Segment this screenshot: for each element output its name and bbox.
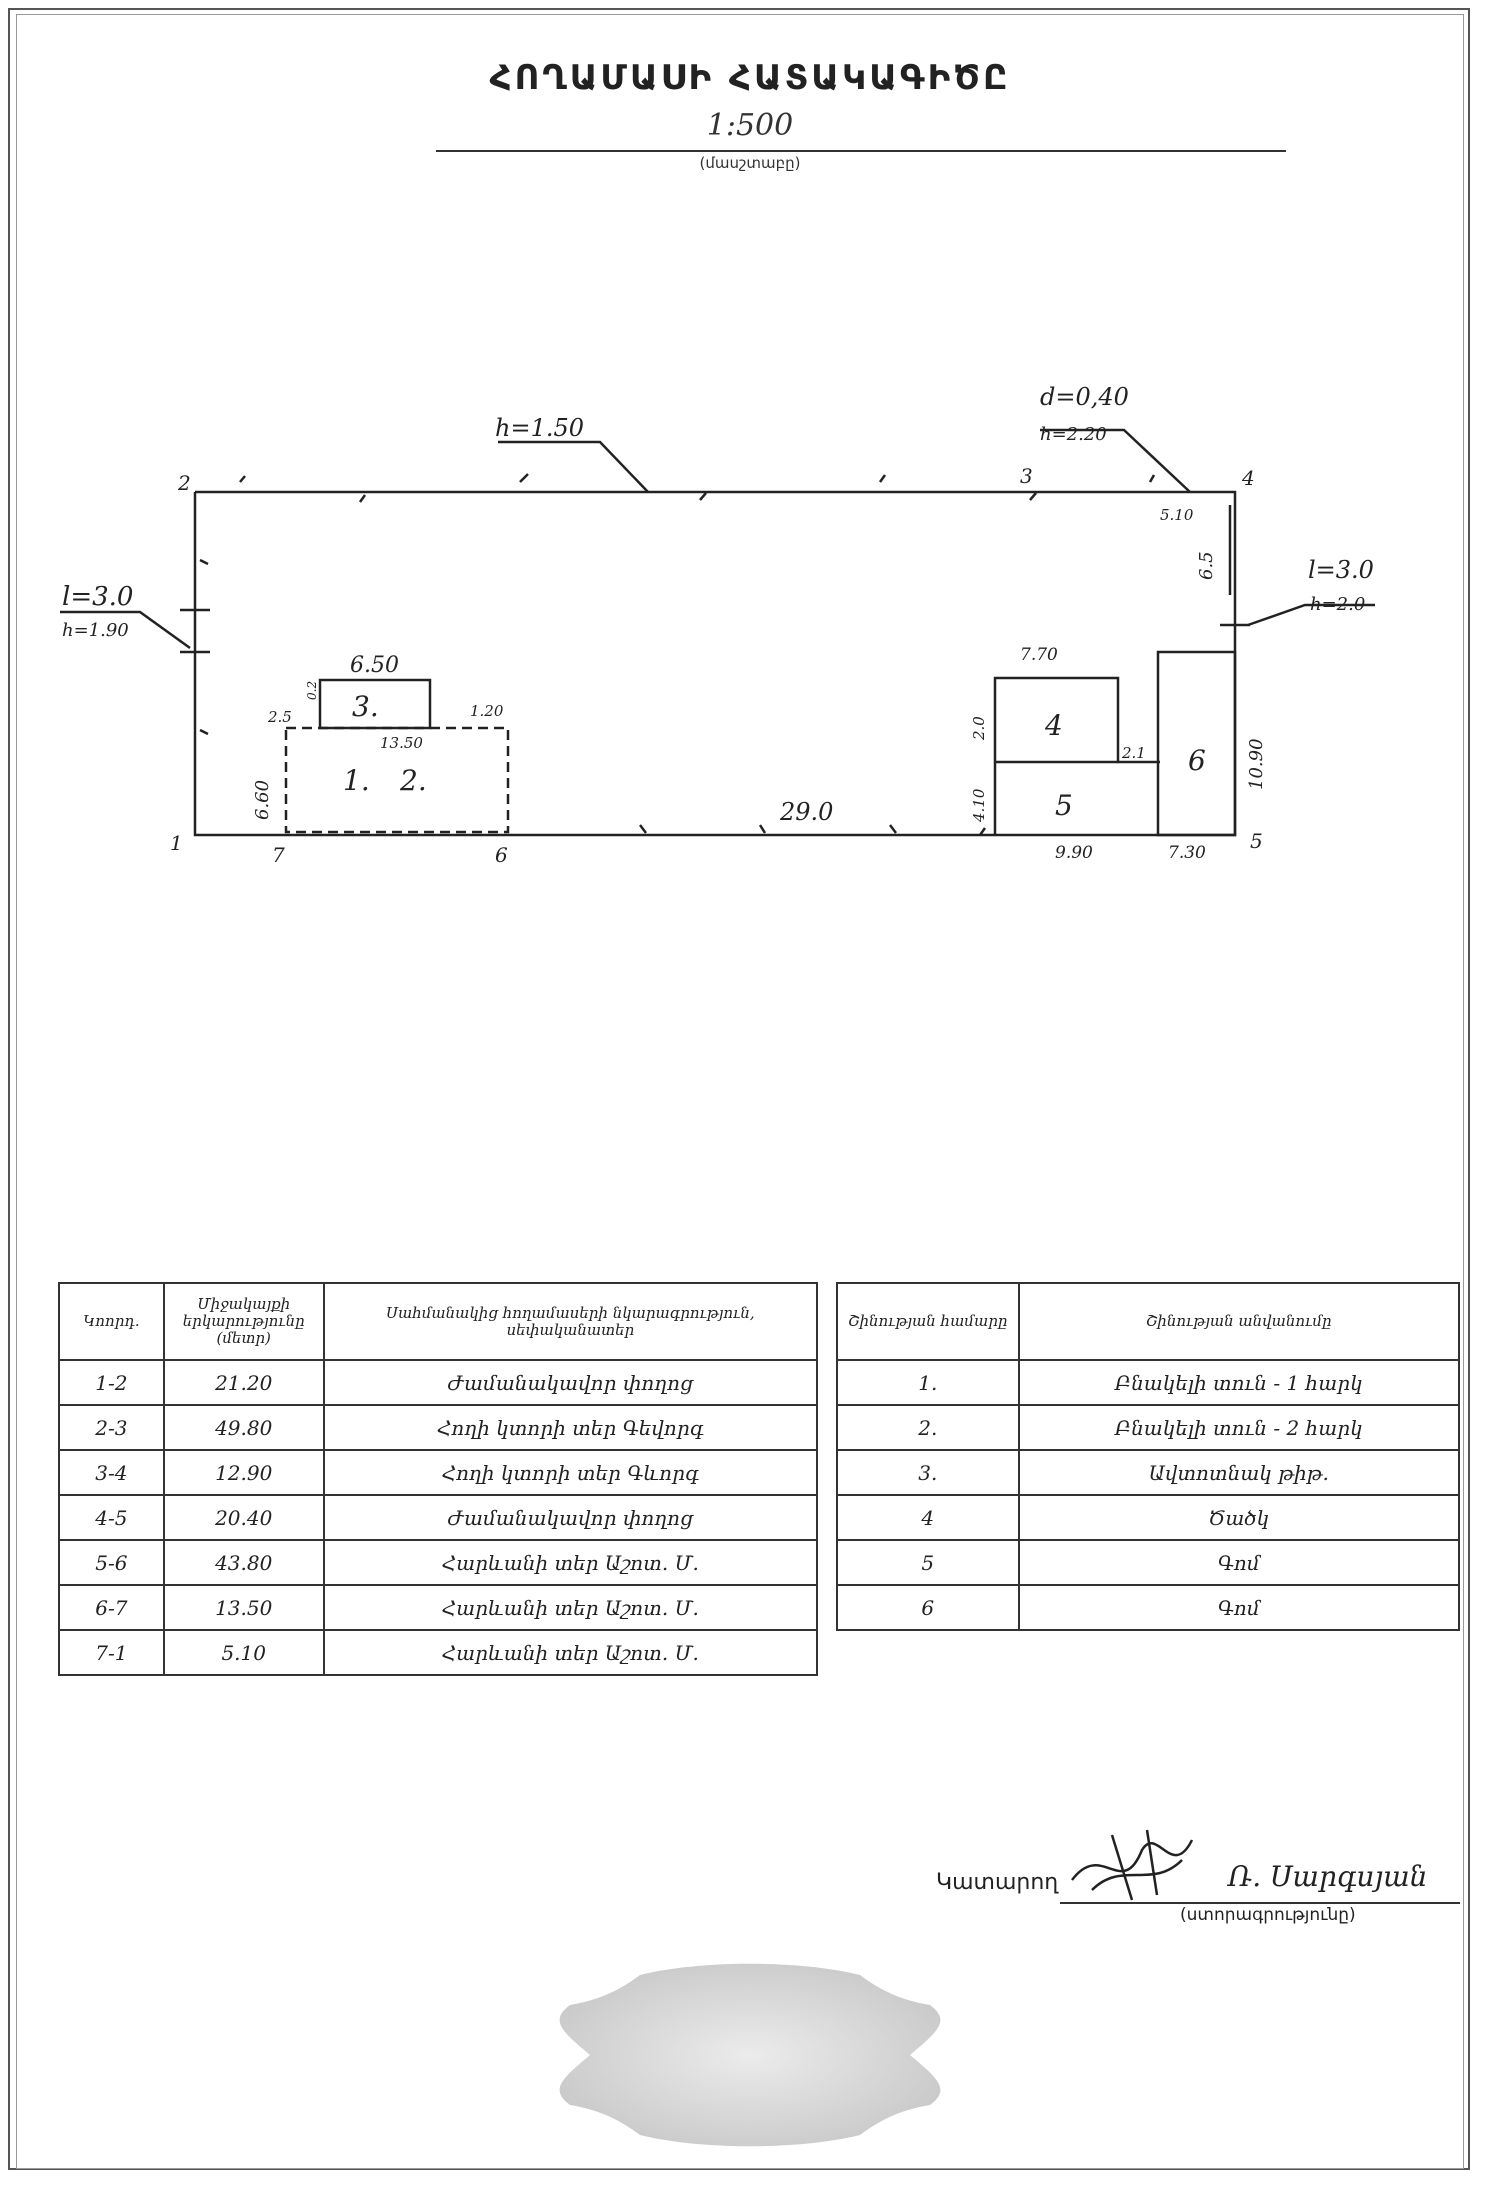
cell-desc: Ժամանակավոր փողոց — [324, 1360, 817, 1405]
cell-seg: 1-2 — [59, 1360, 164, 1405]
building-label-6: 6 — [1188, 744, 1206, 777]
seg-4-10: 4.10 — [970, 788, 988, 822]
cell-desc: Հարևանի տեր Աշոտ. Մ. — [324, 1540, 817, 1585]
cell-name: Բնակելի տուն - 2 հարկ — [1019, 1405, 1459, 1450]
point-1: 1 — [170, 831, 183, 855]
seg-2-1: 2.1 — [1122, 744, 1146, 762]
table-row — [837, 1405, 1459, 1450]
seg-2-0: 2.0 — [970, 716, 988, 740]
cell-len: 49.80 — [164, 1405, 324, 1450]
cell-name: Ավտոտնակ թիթ. — [1019, 1450, 1459, 1495]
table-row — [837, 1540, 1459, 1585]
header-desc: Սահմանակից հողամասերի նկարագրություն, սեփականատեր — [324, 1283, 817, 1360]
cell-desc: Հողի կտորի տեր Գևորգ — [324, 1450, 817, 1495]
boundary-table — [58, 1282, 818, 1676]
table-row — [837, 1585, 1459, 1630]
header-building-num: Շինության համարը — [837, 1283, 1019, 1360]
executor-label: Կատարող — [936, 1870, 1059, 1895]
cell-seg: 6-7 — [59, 1585, 164, 1630]
table-row — [59, 1360, 817, 1405]
table-row — [59, 1585, 817, 1630]
wall-topright-h-label: h=2.20 — [1040, 424, 1107, 445]
seg-10-90: 10.90 — [1246, 738, 1267, 790]
seg-0-2: 0.2 — [305, 680, 319, 700]
cell-num: 6 — [837, 1585, 1019, 1630]
stamp-seal — [530, 1960, 970, 2150]
document-title: ՀՈՂԱՄԱՍԻ ՀԱՏԱԿԱԳԻԾԸ — [489, 58, 1011, 98]
cell-num: 2. — [837, 1405, 1019, 1450]
scale-value: 1:500 — [706, 108, 794, 143]
seg-6-60: 6.60 — [252, 779, 273, 820]
cell-num: 3. — [837, 1450, 1019, 1495]
table-row — [837, 1360, 1459, 1405]
cell-desc: Հողի կտորի տեր Գեվորգ — [324, 1405, 817, 1450]
cell-desc: Հարևանի տեր Աշոտ. Մ. — [324, 1630, 817, 1675]
point-5: 5 — [1250, 829, 1263, 853]
building-table — [836, 1282, 1460, 1631]
cell-len: 13.50 — [164, 1585, 324, 1630]
seg-7-70: 7.70 — [1020, 645, 1058, 665]
building-label-4: 4 — [1045, 709, 1063, 742]
cell-len: 20.40 — [164, 1495, 324, 1540]
wall-left-label: l=3.0 — [62, 582, 134, 612]
signature-caption: (ստորագրությունը) — [1180, 1905, 1356, 1925]
seg-7-30: 7.30 — [1168, 843, 1206, 863]
wall-topright-label: d=0,40 — [1040, 383, 1129, 411]
cell-len: 21.20 — [164, 1360, 324, 1405]
point-6: 6 — [495, 843, 508, 867]
point-4: 4 — [1242, 466, 1255, 490]
cell-len: 12.90 — [164, 1450, 324, 1495]
point-2: 2 — [178, 471, 191, 495]
cell-num: 4 — [837, 1495, 1019, 1540]
cell-seg: 5-6 — [59, 1540, 164, 1585]
seg-6-5: 6.5 — [1196, 551, 1217, 580]
cell-name: Բնակելի տուն - 1 հարկ — [1019, 1360, 1459, 1405]
table-row — [59, 1540, 817, 1585]
point-3: 3 — [1020, 464, 1033, 488]
cell-name: Գոմ — [1019, 1540, 1459, 1585]
building-label-2: 2. — [400, 764, 427, 797]
seg-2-5: 2.5 — [268, 708, 292, 726]
cell-len: 43.80 — [164, 1540, 324, 1585]
building-label-5: 5 — [1055, 789, 1073, 822]
executor-name: Ռ. Սարգսյան — [1228, 1860, 1428, 1893]
point-7: 7 — [272, 843, 285, 867]
cell-seg: 4-5 — [59, 1495, 164, 1540]
seg-13-50: 13.50 — [380, 734, 423, 752]
table-row — [837, 1495, 1459, 1540]
table-row — [837, 1450, 1459, 1495]
table-row — [59, 1630, 817, 1675]
cell-name: Ծածկ — [1019, 1495, 1459, 1540]
table-row — [59, 1450, 817, 1495]
header-coord: Կոորդ. — [59, 1283, 164, 1360]
seg-6-50: 6.50 — [350, 653, 399, 678]
cell-desc: Ժամանակավոր փողոց — [324, 1495, 817, 1540]
wall-right-label: l=3.0 — [1308, 556, 1374, 584]
cell-desc: Հարևանի տեր Աշոտ. Մ. — [324, 1585, 817, 1630]
cell-len: 5.10 — [164, 1630, 324, 1675]
cell-seg: 3-4 — [59, 1450, 164, 1495]
header-length: Միջակայքի երկարությունը (մետր) — [164, 1283, 324, 1360]
wall-top-label: h=1.50 — [495, 414, 585, 442]
building-label-3: 3. — [352, 690, 379, 723]
cell-seg: 2-3 — [59, 1405, 164, 1450]
bottom-length: 29.0 — [780, 798, 834, 826]
wall-right-h-label: h=2.0 — [1310, 594, 1366, 615]
cell-num: 5 — [837, 1540, 1019, 1585]
table-row — [59, 1495, 817, 1540]
signature-line — [1060, 1902, 1460, 1904]
cell-num: 1. — [837, 1360, 1019, 1405]
cell-name: Գոմ — [1019, 1585, 1459, 1630]
seg-1-20: 1.20 — [470, 702, 504, 720]
header-building-name: Շինության անվանումը — [1019, 1283, 1459, 1360]
cell-seg: 7-1 — [59, 1630, 164, 1675]
building-label-1: 1. — [343, 764, 370, 797]
table-row — [59, 1405, 817, 1450]
seg-9-90: 9.90 — [1055, 843, 1093, 863]
site-plan — [0, 0, 1500, 900]
signature-scribble — [1062, 1820, 1212, 1910]
scale-caption: (մասշտաբը) — [699, 154, 801, 172]
wall-left-h-label: h=1.90 — [62, 620, 129, 641]
seg-5-10: 5.10 — [1160, 506, 1194, 524]
